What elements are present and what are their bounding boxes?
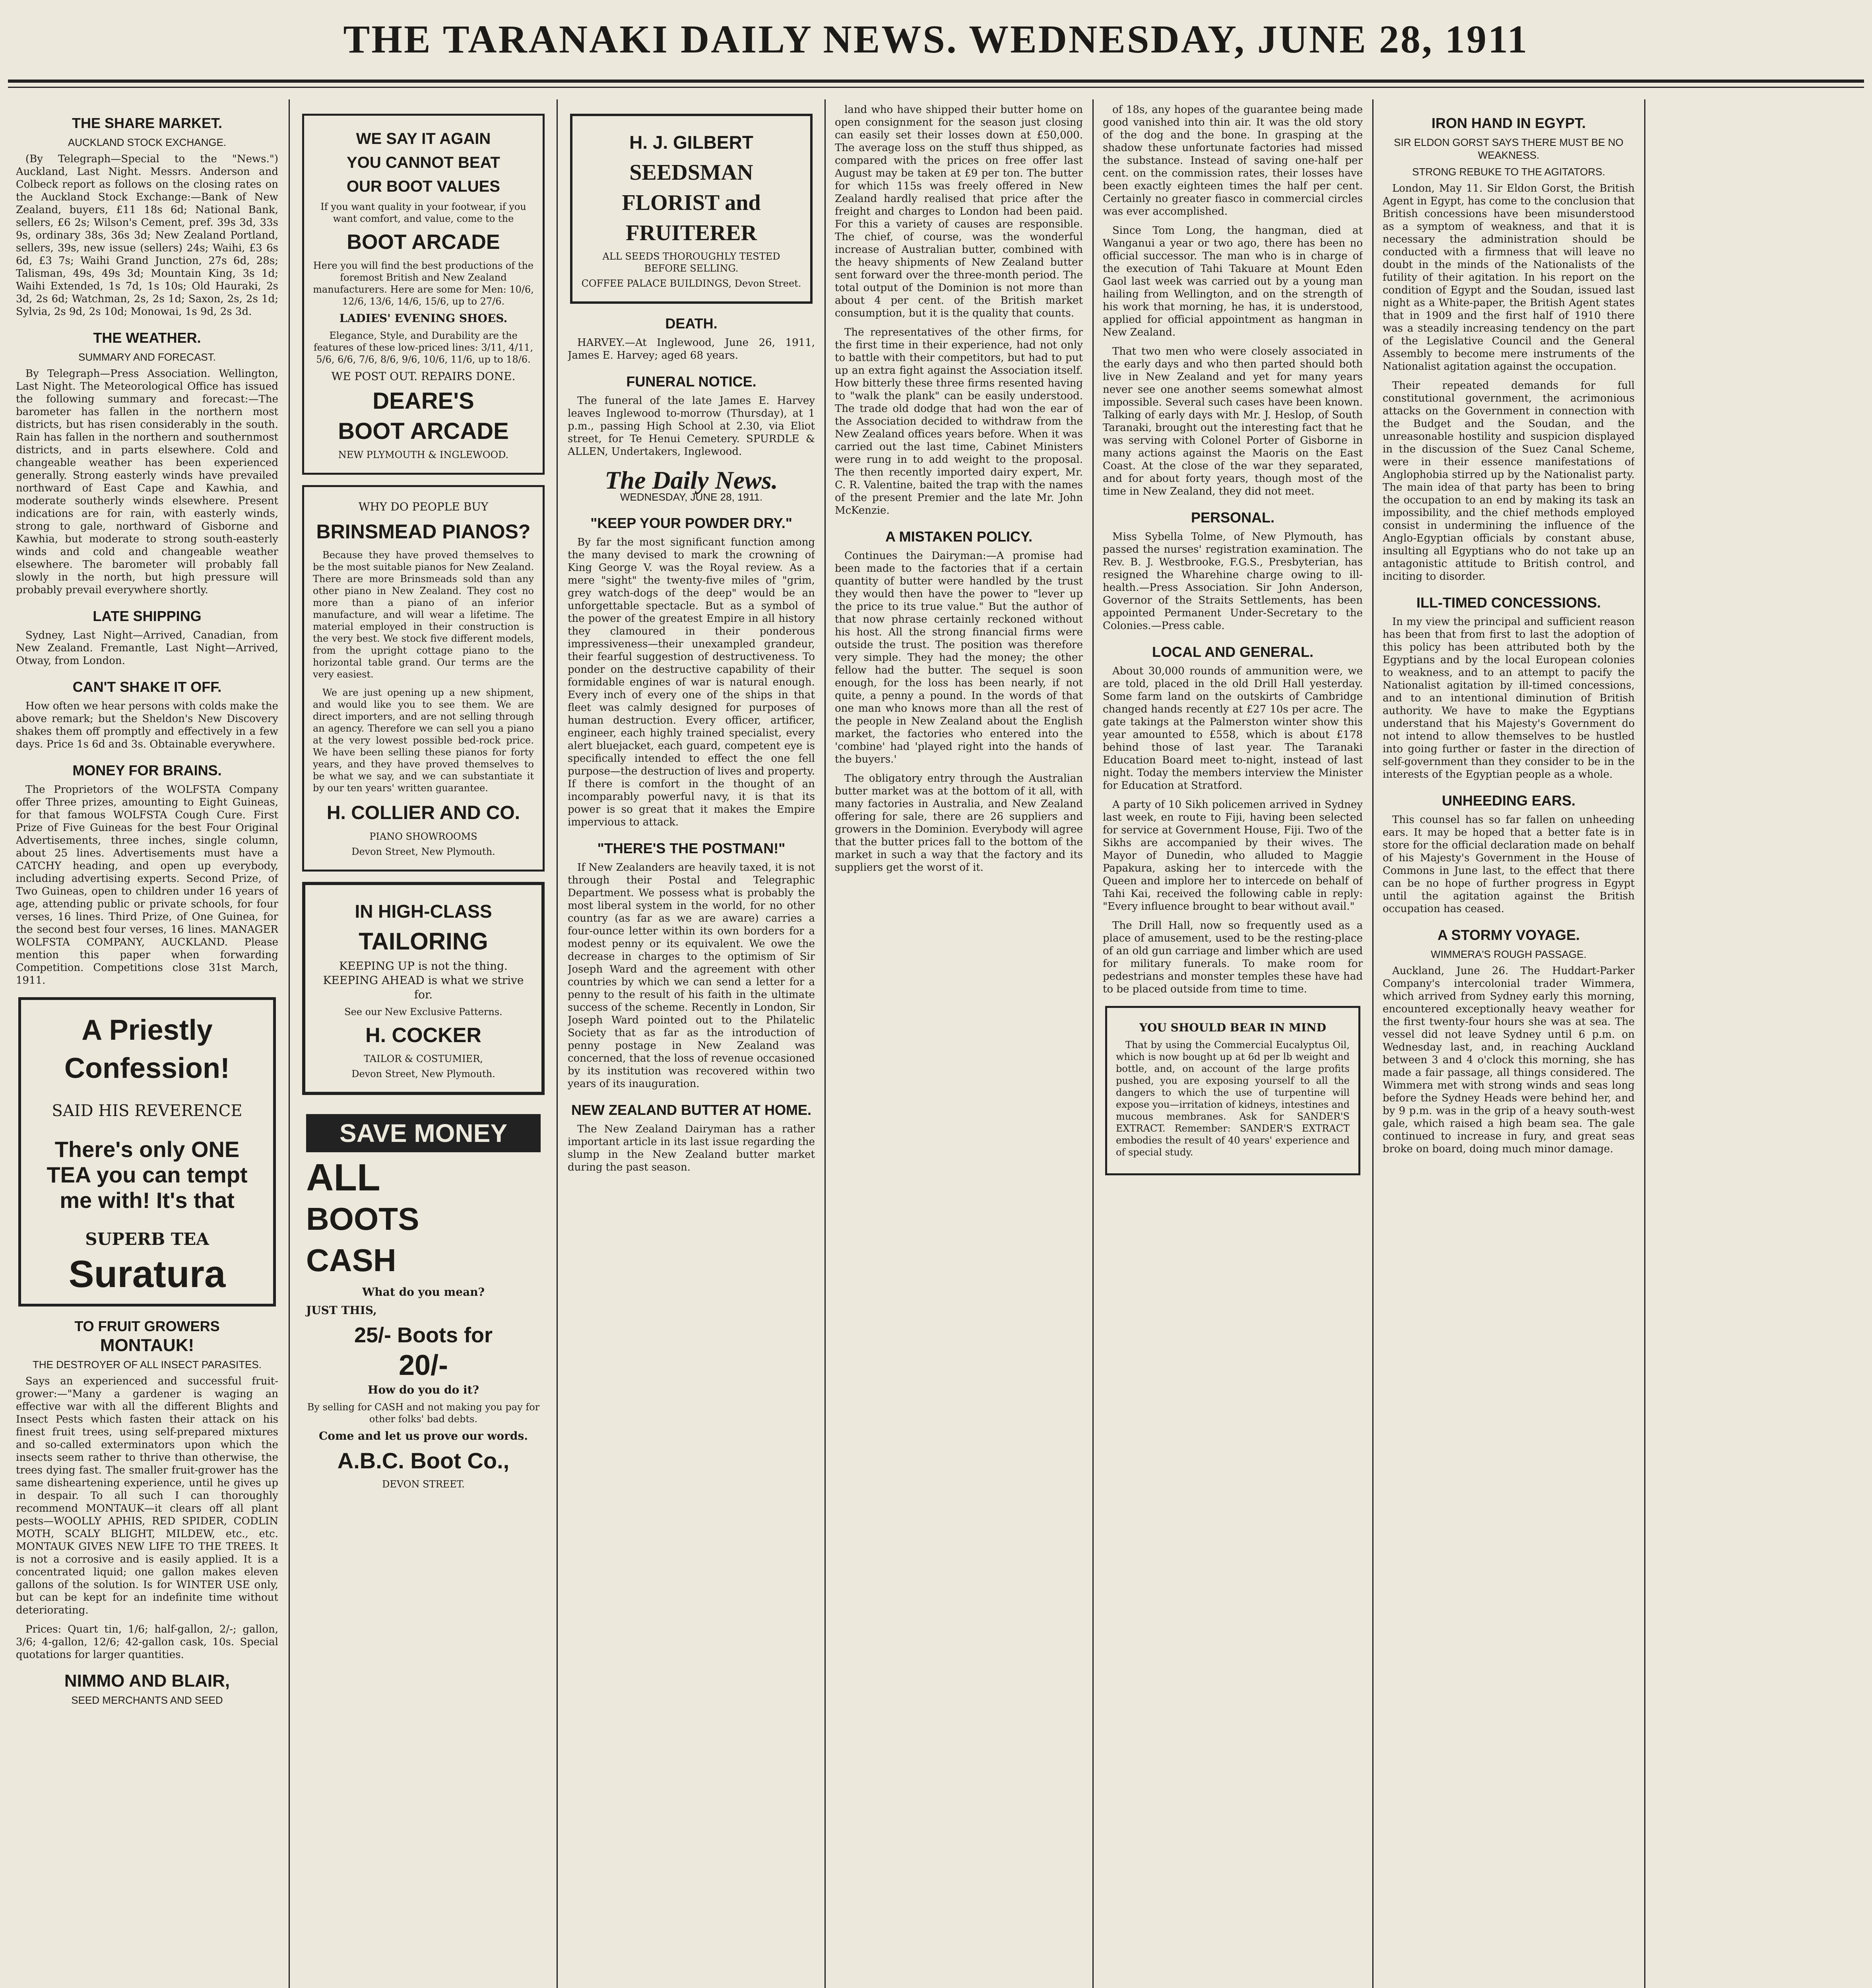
collier-address: Devon Street, New Plymouth. [351, 846, 495, 857]
ill-timed-heading: ILL-TIMED CONCESSIONS. [1416, 594, 1601, 611]
daily-news-nameplate: The Daily News. [605, 466, 778, 494]
weather-heading: THE WEATHER. [93, 330, 201, 346]
ladies-shoes-text: Elegance, Style, and Durability are the features of these low-priced lines: 3/11, 4/11, 5/6, 6/6, 7/6, 8/6, 9/6, 10/6, 11/6, up to 18/6. [313, 330, 533, 365]
deares-address: NEW PLYMOUTH & INGLEWOOD. [338, 449, 509, 460]
prove-words: Come and let us prove our words. [319, 1429, 528, 1442]
suratura-said: SAID HIS REVERENCE [52, 1102, 242, 1120]
stormy-voyage-subheading: WIMMERA'S ROUGH PASSAGE. [1431, 948, 1587, 960]
butter-continued-3: The obligatory entry through the Australian butter market was at the bottom of it all, with many factories in Australia, and New Zealand offering for sale, there are 26 suppliers and growers in the Dominion. Everybody will agree that the butter prices fall to the bottom of the market in such a way that the factory and its suppliers get the worst of it. [835, 773, 1083, 874]
death-heading: DEATH. [665, 315, 718, 332]
suratura-line-1: A Priestly [81, 1014, 213, 1046]
iron-hand-text-2: Their repeated demands for full constitutional government, the acrimonious attacks on the Government in connection with the Budget and the Soudan, and the unreasonable hostility and suspicion displayed in the discussion of the Suez Canal Scheme, were in their essence manifestations of Anglophobia stirred up by the Nationalist party. The main idea of that party has been to bring the occupation to an end by making its task an impossibility, and the chief methods employed consist in undermining the influence of the Anglo-Egyptian officials by constant abuse, insulting all Egyptians who do not take up an antagonistic attitude to British control, and inciting to disorder. [1383, 380, 1635, 582]
shipping-text: Sydney, Last Night—Arrived, Canadian, from New Zealand. Fremantle, Last Night—Arrived, Otway, from London. [16, 629, 278, 667]
boot-values: OUR BOOT VALUES [347, 178, 500, 195]
iron-hand-heading: IRON HAND IN EGYPT. [1431, 115, 1586, 131]
money-text: The Proprietors of the WOLFSTA Company offer Three prizes, amounting to Eight Guineas, for that famous WOLFSTA Cough Cure. First Prize of Five Guineas for the best Four Original Advertisements, three inches, single column, about 25 lines. Advertisements must have a CATCHY heading, and open up everybody, including advertising experts. Second Prize, of Two Guineas, open to children under 16 years of age, attending public or private schools, for four verses, 16 lines. Third Prize, of One Guinea, for the second best four verses, 16 lines. MANAGER WOLFSTA COMPANY, AUCKLAND. Please mention this paper when forwarding Competition. Competitions close 31st March, 1911. [16, 784, 278, 986]
unheeding-heading: UNHEEDING EARS. [1441, 792, 1576, 809]
montauk-heading: MONTAUK! [100, 1336, 194, 1355]
cash-word: CASH [306, 1242, 396, 1278]
say-it-again: WE SAY IT AGAIN [356, 130, 491, 148]
post-out: WE POST OUT. REPAIRS DONE. [331, 370, 516, 383]
butter-text: The New Zealand Dairyman has a rather important article in its last issue regarding the slump in the New Zealand butter market during the past season. [568, 1123, 815, 1173]
column-6 [1383, 103, 1635, 1988]
weather-subheading: SUMMARY AND FORECAST. [78, 351, 216, 363]
butter-continued: land who have shipped their butter home on open consignment for the season just closing can easily set their losses down at £50,000. The average loss on the stuff thus shipped, as compared with the prices on free offer last August may be taken at £9 per ton. The butter for which 115s was freely offered in New Zealand hardly realised that price after the freight and charges to London had been paid. For this a variety of causes are responsible. The chief, of course, was the wonderful increase of Australian butter, combined with the heavy shipments of New Zealand butter sent forward over the three-month period. The total output of the Dominion is not more than about 4 per cent. of the British market consumption, but it is the quality that counts. [835, 104, 1083, 319]
stormy-voyage-heading: A STORMY VOYAGE. [1437, 927, 1580, 943]
postman-heading: "THERE'S THE POSTMAN!" [597, 840, 786, 856]
masthead: THE TARANAKI DAILY NEWS. WEDNESDAY, JUNE 28, 1911 [343, 17, 1529, 61]
mistaken-policy-text: Continues the Dairyman:—A promise had been made to the factories that if a certain quantity of butter were handled by the trust they would then have the power to "lever up the price to its true value." But the author of that now phrase certainly reckoned without his host. All the strong financial firms were outside the trust. The position was therefore very simple. They had the money; the other fellow had the butter. The sequel is soon enough, for the loss has been nearly, if not quite, a penny a pound. In the words of that one man who knows more than all the rest of the people in New Zealand about the English market, the factories who entered into the 'combine' had 'played right into the hands of the buyers.' [835, 550, 1083, 765]
masthead-rule [8, 80, 1864, 83]
tailoring: TAILORING [359, 928, 488, 955]
unheeding-text: This counsel has so far fallen on unheeding ears. It may be hoped that a better fate is in store for the official declaration made on behalf of his Majesty's Government in the House of Commons in June last, to the effect that there can be no hope of further progress in Egypt until the agitation against the British occupation has ceased. [1383, 814, 1635, 915]
share-market-subheading: AUCKLAND STOCK EXCHANGE. [68, 136, 227, 148]
deares-boot-arcade: BOOT ARCADE [338, 418, 509, 444]
local-general-text-3: The Drill Hall, now so frequently used as a place of amusement, used to be the resting-place of an old gun carriage and limber which are used for military funerals. To make room for pedestrians and monster temples these have had to be placed outside from time to time. [1103, 920, 1363, 995]
column-5 [1103, 103, 1363, 1988]
why-people-buy: WHY DO PEOPLE BUY [358, 500, 489, 513]
funeral-text: The funeral of the late James E. Harvey leaves Inglewood to-morrow (Thursday), at 1 p.m., passing High School at 2.30, via Eliot street, for Te Henui Cemetery. SPURDLE & ALLEN, Undertakers, Inglewood. [568, 395, 815, 458]
cocker-sub: TAILOR & COSTUMIER, [364, 1053, 483, 1064]
seeds-tested: ALL SEEDS THOROUGHLY TESTED BEFORE SELLING. [602, 251, 780, 274]
trust-continued: of 18s, any hopes of the guarantee being made good vanished into thin air. It was the old story of the dog and the bone. In grasping at the shadow these unfortunate factories had missed the substance. Instead of saving one-half per cent. on the commission rates, their losses have been exactly eighteen times the half per cent. Certainly no greater fiasco in commercial circles was ever accomplished. [1103, 104, 1363, 217]
brinsmead-pianos: BRINSMEAD PIANOS? [316, 520, 531, 543]
editorial-date: WEDNESDAY, JUNE 28, 1911. [620, 491, 763, 503]
column-divider [557, 99, 558, 1988]
abc-name: A.B.C. Boot Co., [337, 1448, 510, 1473]
nimmo-blair: NIMMO AND BLAIR, [64, 1671, 230, 1691]
postman-text: If New Zealanders are heavily taxed, it is not through their Postal and Telegraphic Department. We possess what is probably the most liberal system in the world, for no other country (as far as we are aware) carries a four-ounce letter within its own borders for a modest penny or its equivalent. We owe the decrease in charges to the optimism of Sir Joseph Ward and the agreement with other countries by which we can send a letter for a penny to the result of his faith in the ultimate success of the scheme. Recently in London, Sir Joseph Ward pointed out to the Philatelic Society that as far as the introduction of penny postage in New Zealand was concerned, that the loss of revenue occasioned by its institution was recovered within two years of its inauguration. [568, 862, 815, 1090]
florist: FLORIST and [622, 190, 761, 215]
sanders-text: That by using the Commercial Eucalyptus Oil, which is now bought up at 6d per lb weight and bottle, and, on account of the large profits pushed, you are exposing yourself to all the dangers to which the use of turpentine will expose you—irritation of kidneys, intestines and mucous membranes. Ask for SANDER'S EXTRACT. Remember: SANDER'S EXTRACT embodies the result of 40 years' experience and of special study. [1116, 1039, 1350, 1158]
tailoring-text: KEEPING UP is not the thing. KEEPING AHEAD is what we strive for. [323, 959, 524, 1001]
coffee-palace: COFFEE PALACE BUILDINGS, Devon Street. [581, 278, 801, 289]
masthead-rule-thin [8, 87, 1864, 88]
deares-name: DEARE'S [372, 388, 474, 414]
price-value: 20/- [398, 1349, 448, 1381]
cant-shake-heading: CAN'T SHAKE IT OFF. [72, 679, 222, 695]
iron-hand-text: London, May 11. Sir Eldon Gorst, the British Agent in Egypt, has come to the conclusion that British concessions have been misunderstood as a symptom of weakness, and that it is necessary the administration should be conducted with a firmness that will leave no doubt in the minds of the Nationalists of the futility of their agitation. In his report on the condition of Egypt and the Soudan, issued last night as a White-paper, the British Agent states that in 1909 and the first half of 1910 there was a steadily increasing tendency on the part of the Legislative Council and the General Assembly to become mere instruments of the Nationalist agitation against the occupation. [1383, 182, 1635, 373]
suratura-line-2: Confession! [64, 1052, 230, 1084]
tailoring-text-2: See our New Exclusive Patterns. [344, 1006, 502, 1017]
column-divider [1092, 99, 1094, 1988]
seedsman: SEEDSMAN [629, 160, 753, 185]
montauk-prices: Prices: Quart tin, 1/6; half-gallon, 2/-; gallon, 3/6; 4-gallon, 12/6; 42-gallon cask, 10s. Special quotations for larger quantities. [16, 1623, 278, 1661]
money-heading: MONEY FOR BRAINS. [72, 762, 222, 779]
share-market-heading: THE SHARE MARKET. [72, 115, 223, 131]
cocker-address: Devon Street, New Plymouth. [351, 1068, 495, 1079]
ladies-shoes-heading: LADIES' EVENING SHOES. [339, 312, 508, 325]
brinsmead-advert [302, 485, 545, 872]
powder-heading: "KEEP YOUR POWDER DRY." [590, 515, 792, 531]
nimmo-blair-sub: SEED MERCHANTS AND SEED [71, 1694, 223, 1706]
cocker-advert [302, 882, 545, 1095]
shipping-heading: LATE SHIPPING [93, 608, 202, 624]
powder-text: By far the most significant function among the many devised to mark the crowning of King George V. was the Royal review. As a mere "sight" the twenty-five miles of "grim, grey watch-dogs of the deep" would be an unforgettable spectacle. But as a symbol of the power of the greatest Empire in all history they clamoured in their ponderous impressiveness—their unexampled grandeur, their fearful suggestion of destructiveness. To ponder on the destructive capability of their formidable engines of war is natural enough. Every inch of every one of the ships in that fleet was calmly designed for purposes of human destruction. Every officer, artificer, engineer, each highly trained specialist, every alert bluejacket, each guard, competent eye is specifically intended to effect the one fell purpose—the destruction of lives and property. If there is comfort in the thought of an incomparably powerful navy, it is that its power is so great that it makes the Empire impervious to attack. [568, 536, 815, 828]
weather-text: By Telegraph—Press Association. Wellington, Last Night. The Meteorological Office has issued the following summary and forecast:—The barometer has fallen in the northern most districts, but has risen considerably in the south. Rain has fallen in the northern and southernmost districts, and in parts elsewhere. Cold and changeable weather has been experienced generally. Strong easterly winds have prevailed northward of East Cape and Kawhia, and moderate southerly winds elsewhere. Present indications are for rain, with easterly winds, strong to gale, northward of Gisborne and Kawhia, but moderate to strong south-easterly winds and cold and changeable weather elsewhere. The barometer will probably fall slowly in the north, but high pressure will probably prevail everywhere shortly. [16, 368, 278, 596]
personal-heading: PERSONAL. [1191, 509, 1275, 526]
share-market-text: (By Telegraph—Special to the "News.") Auckland, Last Night. Messrs. Anderson and Colbeck report as follows on the closing rates on the Auckland Stock Exchange:—Bank of New Zealand, buyers, £11 18s 6d; National Bank, sellers, £6 2s; Wilson's Cement, pref. 39s 3d, 33s 9s, ordinary 38s, 36s 3d; New Zealand Portland, sellers, 39s, new issue (sellers) 24s; Waihi, £3 6s 6d, £3 7s; Waihi Grand Junction, 27s 6d, 28s; Talisman, 49s, 49s 3d; Mountain King, 3s 1d; Waihi Extended, 1s 7d, 1s 10s; Old Hauraki, 2s 3d, 2s 6d; Watchman, 2s, 2s 1d; Saxon, 2s, 2s 1d; Sylvia, 2s 9d, 2s 10d; Monowai, 1s 9d, 2s 3d. [16, 153, 278, 318]
brinsmead-text: Because they have proved themselves to be the most suitable pianos for New Zealand. There are more Brinsmeads sold than any other piano in New Zealand. They cost no more than a piano of an inferior manufacture, and will wear a lifetime. The material employed in their construction is the very best. We stock five different models, from the upright cottage piano to the horizontal table grand. Our terms are the very easiest. [313, 549, 534, 680]
abc-address: DEVON STREET. [382, 1479, 465, 1490]
butter-continued-2: The representatives of the other firms, for the first time in their experience, had not only to battle with their competitors, but had to put up an extra fight against the Association itself. How bitterly these three firms resented having to "walk the plank" can be easily understood. The trade old dodge that had won the ear of the Association decided to withdraw from the New Zealand offices years before. When it was carried out the last time, Cabinet Ministers were rung in to add weight to the proposal. The then recently imported dairy expert, Mr. C. R. Valentine, baited the trap with the names of the present Premier and the late Mr. John McKenzie. [835, 326, 1083, 516]
deares-advert [302, 114, 545, 475]
all-word: ALL [306, 1156, 380, 1199]
cant-shake-text: How often we hear persons with colds make the above remark; but the Sheldon's New Discovery shakes them off promptly and effectively in a few days. Price 1s 6d and 3s. Obtainable everywhere. [16, 700, 278, 750]
fruit-growers-heading: TO FRUIT GROWERS [74, 1318, 220, 1334]
montauk-text: Says an experienced and successful fruit-grower:—"Many a gardener is waging an effective war with all the different Blights and Insect Pests which fasten their attack on his finest fruit trees, using self-prepared mixtures and so-called exterminators upon which the insects seem rather to thrive than otherwise, the trees dying fast. The smaller fruit-grower has the same disheartening experience, until he gives up in despair. To all such I can thoroughly recommend MONTAUK—it clears off all plant pests—WOOLLY APHIS, RED SPIDER, CODLIN MOTH, SCALY BLIGHT, MILDEW, etc., etc. MONTAUK GIVES NEW LIFE TO THE TREES. It is not a corrosive and is easily applied. It is a concentrated liquid; one gallon makes eleven gallons of the solution. Is for WINTER USE only, but can be kept for an indefinite time without deteriorating. [16, 1375, 278, 1616]
column-1 [16, 103, 278, 1988]
fruiterer: FRUITERER [626, 221, 757, 245]
abc-boot-advert [302, 1105, 545, 1497]
iron-hand-subheading: SIR ELDON GORST SAYS THERE MUST BE NO WEAKNESS. [1394, 136, 1624, 161]
sanders-heading: YOU SHOULD BEAR IN MIND [1139, 1021, 1326, 1034]
gilbert-name: H. J. GILBERT [629, 132, 753, 153]
suratura-brand: Suratura [68, 1253, 226, 1295]
column-divider [289, 99, 290, 1988]
collier-sub: PIANO SHOWROOMS [369, 831, 477, 842]
boot-arcade-heading: BOOT ARCADE [347, 231, 500, 254]
brinsmead-text-2: We are just opening up a new shipment, and would like you to see them. We are direct importers, and are not selling through an agency. Therefore we can sell you a piano at the very lowest possible bed-rock price. We have been selling these pianos for forty years, and they have proved themselves to be what we say, and we can substantiate it by our ten years' written guarantee. [313, 687, 534, 794]
cannot-beat: YOU CANNOT BEAT [347, 154, 500, 171]
collier-name: H. COLLIER AND CO. [326, 802, 520, 823]
suratura-superb: SUPERB TEA [85, 1229, 209, 1249]
column-2 [300, 103, 547, 1988]
local-general-heading: LOCAL AND GENERAL. [1152, 644, 1313, 660]
death-text: HARVEY.—At Inglewood, June 26, 1911, James E. Harvey; aged 68 years. [568, 337, 815, 361]
column-4 [835, 103, 1083, 1988]
montauk-subheading: THE DESTROYER OF ALL INSECT PARASITES. [33, 1359, 262, 1371]
personal-text: Miss Sybella Tolme, of New Plymouth, has passed the nurses' registration examination. The Rev. B. J. Westbrooke, F.G.S., Presbyterian, has resigned the Wharehine charge owing to ill-health.—Press Association. Sir John Anderson, Governor of the Straits Settlements, has been appointed Permanent Under-Secretary to the Colonies.—Press cable. [1103, 531, 1363, 632]
gilbert-advert [570, 114, 813, 304]
save-money-banner: SAVE MONEY [306, 1114, 541, 1152]
stormy-voyage-text: Auckland, June 26. The Huddart-Parker Company's intercolonial trader Wimmera, which arrived from Sydney early this morning, encountered exceptionally heavy weather for the first twenty-four hours she was at sea. The vessel did not leave Sydney until 6 p.m. on Wednesday last, and, in reaching Auckland between 3 and 4 o'clock this morning, she has made a fair passage, all things considered. The Wimmera met with strong winds and seas long before the Sydney Heads were behind her, and by 9 p.m. was in the grip of a heavy south-west gale, which raised a high beam sea. The gale continued to increase in fury, and great seas broke on board, doing much minor damage. [1383, 965, 1635, 1155]
suratura-theres: There's only ONE TEA you can tempt me with! It's that [47, 1137, 248, 1213]
suratura-advert [18, 997, 276, 1307]
cocker-name: H. COCKER [365, 1024, 481, 1047]
ill-timed-text: In my view the principal and sufficient reason has been that from first to last the adoption of this policy has been attributed both by the Egyptians and by the local European colonies to weakness, and to an attempt to pacify the Nationalist agitation by ill-timed concessions, and to an intentional diminution of British authority. We have to make the Egyptians understand that his Majesty's Government do not intend to allow themselves to be hustled into going further or faster in the direction of self-government than they consider to be in the interests of the Egyptian people as a whole. [1383, 616, 1635, 780]
boots-word: BOOTS [306, 1201, 419, 1237]
funeral-heading: FUNERAL NOTICE. [626, 373, 757, 390]
column-divider [1644, 99, 1645, 1988]
early-days-text: That two men who were closely associated in the early days and who then parted should both live in New Zealand and yet for many years never see one another seems somewhat almost impossible. Several such cases have been known. Talking of early days with Mr. J. Heslop, of South Taranaki, brought out the interesting fact that he was serving with Colonel Porter of Gisborne in many actions against the Maoris on the East Coast. At the close of the war they separated, and for about forty years, though most of the time in New Zealand, they did not meet. [1103, 346, 1363, 497]
local-general-text-2: A party of 10 Sikh policemen arrived in Sydney last week, en route to Fiji, having been selected for service at Government House, Fiji. Two of the Sikhs are accompanied by their wives. The Mayor of Dunedin, who alluded to Maggie Papakura, asking her to intercede with the Queen and implore her to intercede on behalf of Tahi Kai, received the following cable in reply: "Every influence brought to bear without avail." [1103, 799, 1363, 912]
sanders-advert [1105, 1006, 1360, 1175]
iron-hand-subheading-2: STRONG REBUKE TO THE AGITATORS. [1412, 166, 1605, 178]
column-3 [568, 103, 815, 1988]
what-mean: What do you mean? [362, 1285, 485, 1299]
price-line: 25/- Boots for [354, 1323, 493, 1347]
say-text: If you want quality in your footwear, if you want comfort, and value, come to the [320, 201, 526, 224]
hangman-text: Since Tom Long, the hangman, died at Wanganui a year or two ago, there has been no official successor. The man who is in charge of the execution of Tahi Takuare at Mount Eden Gaol last week was carried out by a young man hailing from Wellington, and on the strength of his work that morning, he has, it is understood, applied for official appointment as hangman in New Zealand. [1103, 225, 1363, 338]
just-this: JUST THIS, [306, 1304, 377, 1317]
column-divider [824, 99, 826, 1988]
mistaken-policy-heading: A MISTAKEN POLICY. [885, 528, 1033, 545]
high-class: IN HIGH-CLASS [355, 901, 492, 922]
how-text: By selling for CASH and not making you pay for other folks' bad debts. [307, 1402, 540, 1425]
local-general-text: About 30,000 rounds of ammunition were, we are told, placed in the old Drill Hall yesterday. Some farm land on the outskirts of Cambridge changed hands recently at £27 10s per acre. The gate takings at the Palmerston winter show this year amounted to £558, which is about £178 behind those of last year. The Taranaki Education Board meet to-night, instead of last night. Today the members interview the Minister for Education at Stratford. [1103, 665, 1363, 792]
boot-arcade-text: Here you will find the best productions of the foremost British and New Zealand manufacturers. Here are some for Men: 10/6, 12/6, 13/6, 14/6, 15/6, up to 27/6. [313, 260, 534, 307]
butter-heading: NEW ZEALAND BUTTER AT HOME. [571, 1102, 811, 1118]
column-divider [1372, 99, 1373, 1988]
how-do-it: How do you do it? [367, 1383, 479, 1396]
